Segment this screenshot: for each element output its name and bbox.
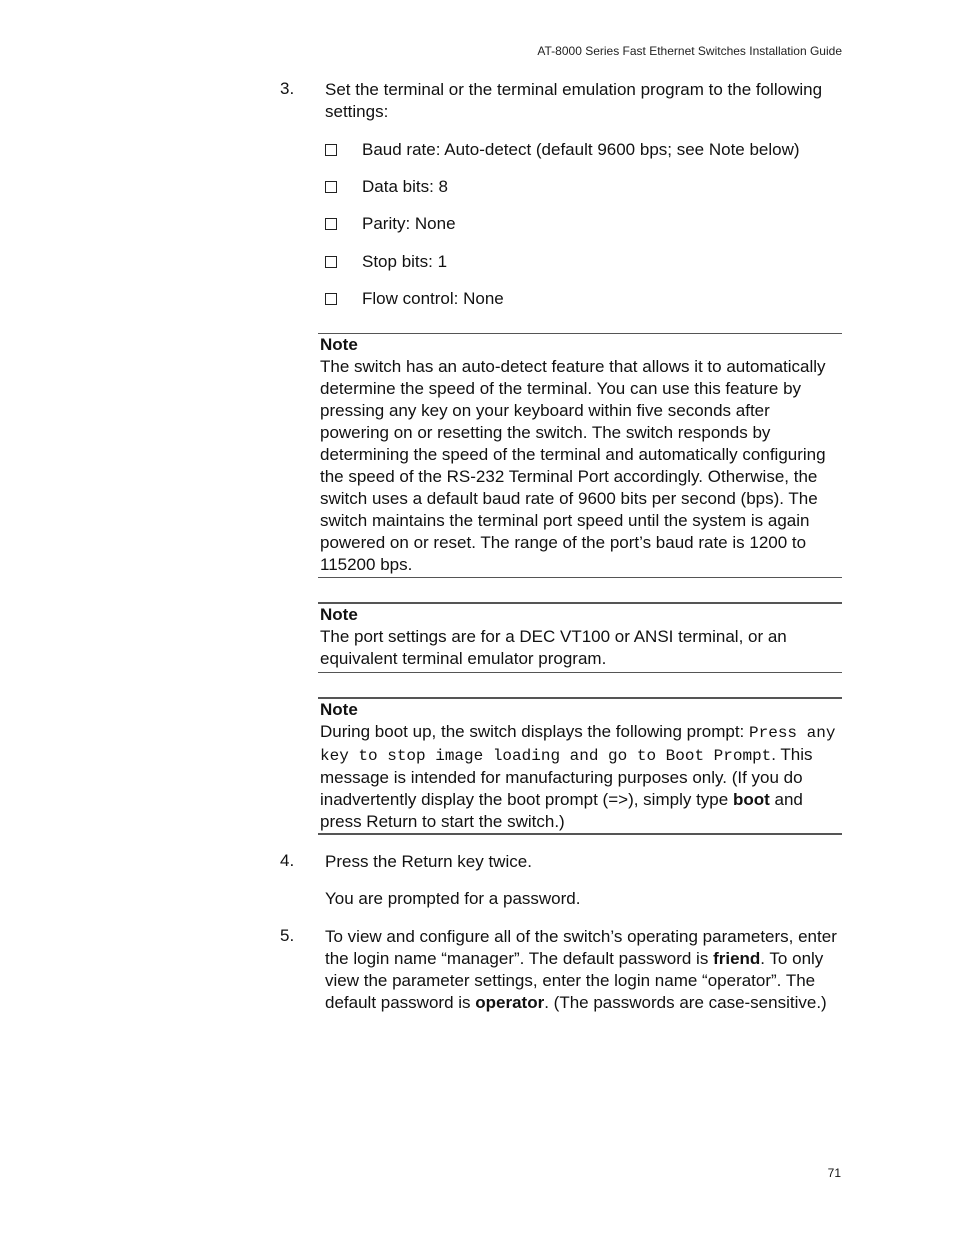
bullet-parity: Parity: None bbox=[325, 213, 456, 235]
note-auto-detect bbox=[318, 333, 842, 578]
step-followup: You are prompted for a password. bbox=[325, 889, 581, 908]
boot-command: boot bbox=[732, 790, 770, 809]
note-body-a: During boot up, the switch displays the following prompt: bbox=[320, 722, 750, 741]
step-text: Set the terminal or the terminal emulation program to the following settings: bbox=[325, 80, 823, 121]
boot-prompt-code: Press any key to stop image loading and go to Boot Prompt bbox=[320, 724, 836, 765]
note-body-c: and press Return to start the switch.) bbox=[320, 790, 803, 831]
running-header: AT-8000 Series Fast Ethernet Switches Installation Guide bbox=[537, 44, 842, 58]
note-title: Note bbox=[320, 700, 358, 719]
step-number: 3. bbox=[280, 79, 295, 98]
checkbox-bullet-icon bbox=[325, 293, 337, 305]
checkbox-bullet-icon bbox=[325, 144, 337, 156]
note-title: Note bbox=[320, 335, 358, 354]
bullet-baud-rate: Baud rate: Auto-detect (default 9600 bps; see Note below) bbox=[325, 139, 800, 161]
checkbox-bullet-icon bbox=[325, 218, 337, 230]
step-number: 5. bbox=[280, 926, 295, 945]
step-number: 4. bbox=[280, 851, 295, 870]
step-text: Press the Return key twice. bbox=[325, 852, 532, 871]
bullet-flow-control: Flow control: None bbox=[325, 288, 504, 310]
note-title: Note bbox=[320, 605, 358, 624]
note-port-settings bbox=[318, 602, 842, 673]
checkbox-bullet-icon bbox=[325, 256, 337, 268]
password-operator: operator bbox=[475, 993, 545, 1012]
note-body: The port settings are for a DEC VT100 or ANSI terminal, or an equivalent terminal emulator program. bbox=[320, 627, 787, 668]
password-friend: friend bbox=[713, 949, 761, 968]
checkbox-bullet-icon bbox=[325, 181, 337, 193]
note-boot-prompt bbox=[318, 697, 842, 835]
bullet-data-bits: Data bits: 8 bbox=[325, 176, 448, 198]
note-body-b: . This message is intended for manufacturing purposes only. (If you do inadvertently display the boot prompt (=>), simply type bbox=[320, 745, 813, 809]
page-number: 71 bbox=[827, 1166, 841, 1180]
step-text: To view and configure all of the switch’s operating parameters, enter the login name “manager”. The default password is friend. To only view the parameter settings, enter the login name “operator”. The default password is operator. (The passwords are case-sensitive.) bbox=[325, 927, 837, 1012]
note-body: The switch has an auto-detect feature that allows it to automatically determine the speed of the terminal. You can use this feature by pressing any key on your keyboard within five seconds after powering on or resetting the switch. The switch responds by determining the speed of the terminal and automatically configuring the speed of the RS-232 Terminal Port accordingly. Otherwise, the switch uses a default baud rate of 9600 bits per second (bps). The switch maintains the terminal port speed until the system is again powered on or reset. The range of the port’s baud rate is 1200 to 115200 bps. bbox=[320, 357, 826, 574]
bullet-stop-bits: Stop bits: 1 bbox=[325, 251, 447, 273]
